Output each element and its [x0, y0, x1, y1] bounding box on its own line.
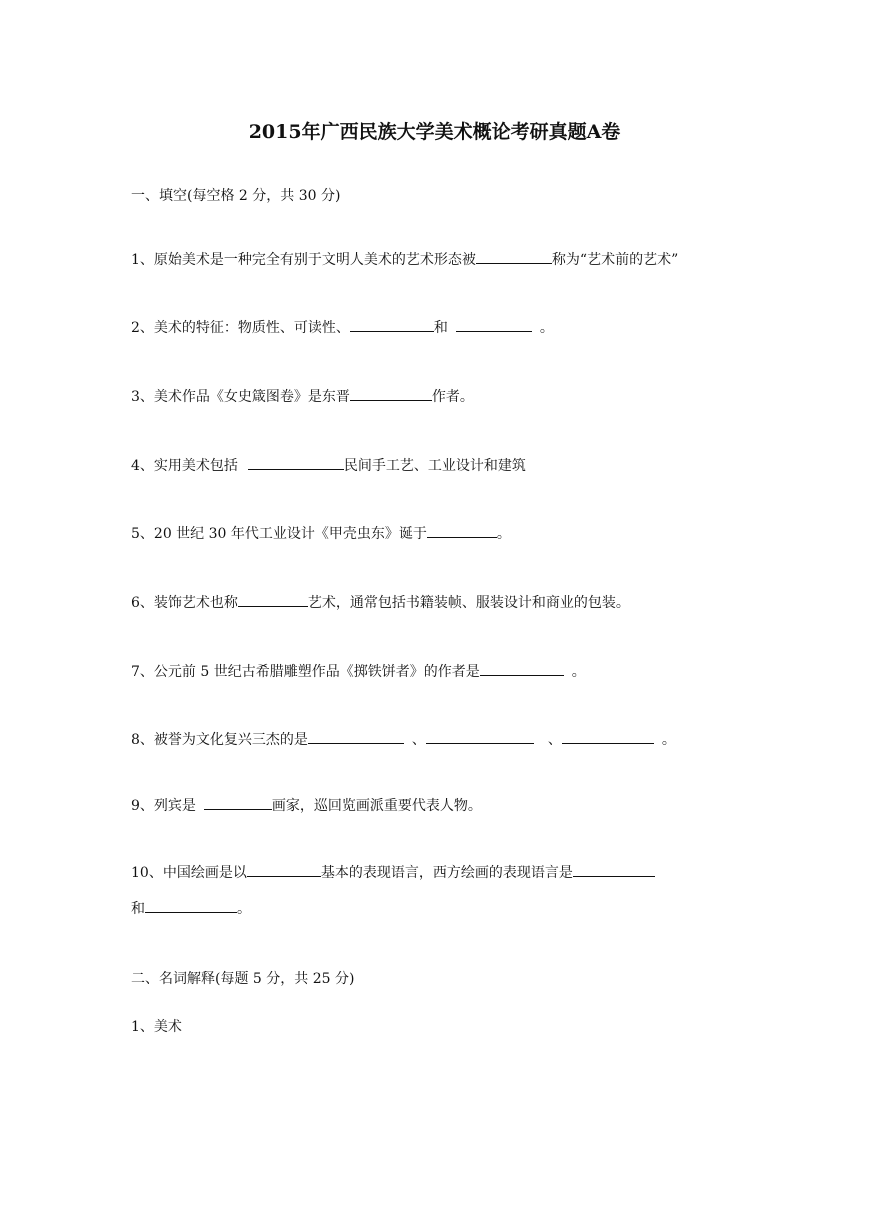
question-10-text-a: 10、中国绘画是以: [131, 865, 247, 881]
question-9: [131, 795, 482, 816]
answer-blank[interactable]: [562, 729, 654, 744]
answer-blank[interactable]: [426, 729, 534, 744]
question-8-text-c: 、: [547, 732, 562, 748]
question-2-text-c: 。: [539, 320, 554, 336]
question-10-text-b: 基本的表现语言，西方绘画的表现语言是: [320, 865, 573, 881]
answer-blank[interactable]: [427, 523, 497, 538]
question-8: [131, 729, 676, 750]
question-5-text-a: 5、20 世纪 30 年代工业设计《甲壳虫东》诞于: [131, 526, 427, 542]
question-9-text-b: 画家，巡回览画派重要代表人物。: [271, 798, 482, 814]
document-title: 2015年广西民族大学美术概论考研真题A卷: [248, 121, 621, 143]
section2-question-1: 1、美术: [131, 1019, 182, 1035]
answer-blank[interactable]: [350, 386, 432, 401]
question-3: [131, 386, 474, 407]
question-4-text-a: 4、实用美术包括: [131, 458, 238, 474]
answer-blank[interactable]: [247, 862, 321, 877]
question-8-text-b: 、: [411, 732, 426, 748]
question-8-text-d: 。: [661, 732, 676, 748]
answer-blank[interactable]: [350, 317, 434, 332]
answer-blank[interactable]: [480, 661, 564, 676]
answer-blank[interactable]: [204, 795, 272, 810]
question-5: [131, 523, 511, 544]
question-4-text-b: 民间手工艺、工业设计和建筑: [343, 458, 526, 474]
question-1: [131, 249, 678, 270]
answer-blank[interactable]: [238, 592, 308, 607]
question-6-text-a: 6、装饰艺术也称: [131, 595, 238, 611]
answer-blank[interactable]: [308, 729, 404, 744]
section2-heading: 二、名词解释(每题 5 分，共 25 分): [131, 971, 355, 987]
question-1-text-b: 称为“艺术前的艺术”: [551, 252, 679, 268]
answer-blank[interactable]: [145, 898, 237, 913]
question-10-line-2: [131, 898, 251, 919]
question-7-text-a: 7、公元前 5 世纪古希腊雕塑作品《掷铁饼者》的作者是: [131, 664, 480, 680]
question-10-text-c: 和: [131, 901, 145, 917]
question-6: [131, 592, 630, 613]
answer-blank[interactable]: [573, 862, 655, 877]
question-10-line-1: [131, 862, 655, 883]
question-9-text-a: 9、列宾是: [131, 798, 196, 814]
question-3-text-b: 作者。: [431, 389, 474, 405]
answer-blank[interactable]: [456, 317, 532, 332]
section1-heading: 一、填空(每空格 2 分，共 30 分): [131, 188, 341, 204]
question-10-text-d: 。: [237, 901, 251, 917]
question-7-text-b: 。: [571, 664, 586, 680]
question-5-text-b: 。: [496, 526, 511, 542]
question-3-text-a: 3、美术作品《女史箴图卷》是东晋: [131, 389, 350, 405]
question-7: [131, 661, 586, 682]
answer-blank[interactable]: [248, 455, 344, 470]
question-2-text-a: 2、美术的特征：物质性、可读性、: [131, 320, 350, 336]
question-6-text-b: 艺术，通常包括书籍装帧、服装设计和商业的包装。: [307, 595, 630, 611]
question-1-text-a: 1、原始美术是一种完全有别于文明人美术的艺术形态被: [131, 252, 476, 268]
answer-blank[interactable]: [476, 249, 552, 264]
question-2-text-b: 和: [433, 320, 448, 336]
question-2: [131, 317, 554, 338]
question-8-text-a: 8、被誉为文化复兴三杰的是: [131, 732, 308, 748]
question-4: [131, 455, 526, 476]
